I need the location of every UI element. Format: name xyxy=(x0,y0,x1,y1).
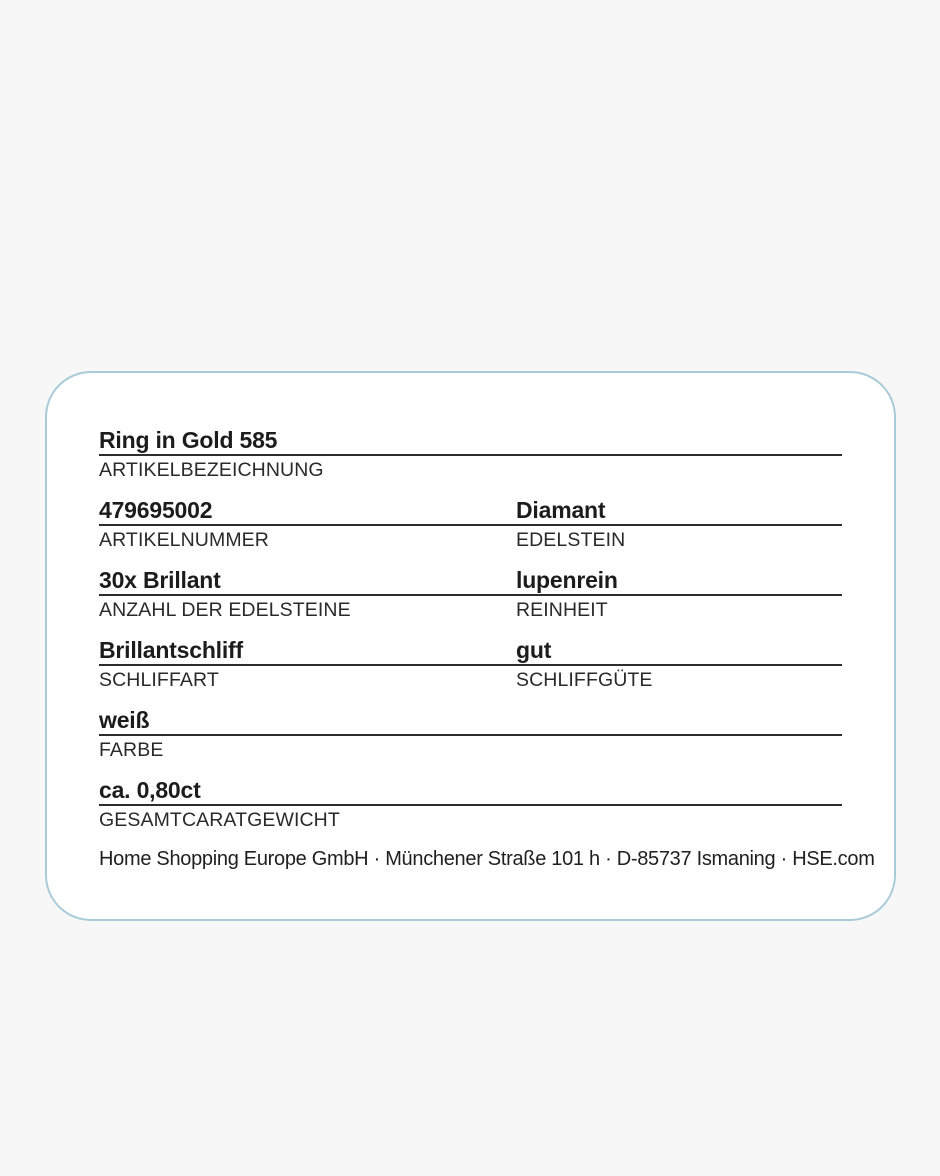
field-label-gesamtcaratgewicht: GESAMTCARATGEWICHT xyxy=(99,809,340,831)
field-value-artikelnummer: 479695002 xyxy=(99,497,213,523)
field-label-schliffart: SCHLIFFART xyxy=(99,669,219,691)
field-value-farbe: weiß xyxy=(99,707,150,733)
field-underline xyxy=(99,804,842,806)
field-row-schliffart-schliffguete xyxy=(99,637,842,691)
field-label-farbe: FARBE xyxy=(99,739,164,761)
field-value-schliffart: Brillantschliff xyxy=(99,637,243,663)
field-label-artikelbezeichnung: ARTIKELBEZEICHNUNG xyxy=(99,459,324,481)
field-underline xyxy=(99,734,842,736)
field-value-schliffguete: gut xyxy=(516,637,552,663)
field-row-anzahl-reinheit xyxy=(99,567,842,621)
field-label-artikelnummer: ARTIKELNUMMER xyxy=(99,529,269,551)
field-label-schliffguete: SCHLIFFGÜTE xyxy=(516,669,653,691)
field-row-artikelbezeichnung xyxy=(99,427,842,481)
field-underline xyxy=(99,664,842,666)
field-underline xyxy=(99,594,842,596)
field-label-anzahl-der-edelsteine: ANZAHL DER EDELSTEINE xyxy=(99,599,351,621)
field-underline xyxy=(99,454,842,456)
field-row-gesamtcaratgewicht xyxy=(99,777,842,831)
field-value-artikelbezeichnung: Ring in Gold 585 xyxy=(99,427,278,453)
company-address-footer: Home Shopping Europe GmbH · Münchener Straße 101 h · D-85737 Ismaning · HSE.com xyxy=(99,848,875,870)
field-value-edelstein: Diamant xyxy=(516,497,606,523)
field-underline xyxy=(99,524,842,526)
field-label-reinheit: REINHEIT xyxy=(516,599,608,621)
field-value-anzahl-der-edelsteine: 30x Brillant xyxy=(99,567,221,593)
field-row-artikelnummer-edelstein xyxy=(99,497,842,551)
field-label-edelstein: EDELSTEIN xyxy=(516,529,626,551)
product-spec-card xyxy=(45,371,896,921)
field-value-reinheit: lupenrein xyxy=(516,567,618,593)
field-value-gesamtcaratgewicht: ca. 0,80ct xyxy=(99,777,201,803)
field-row-farbe xyxy=(99,707,842,761)
